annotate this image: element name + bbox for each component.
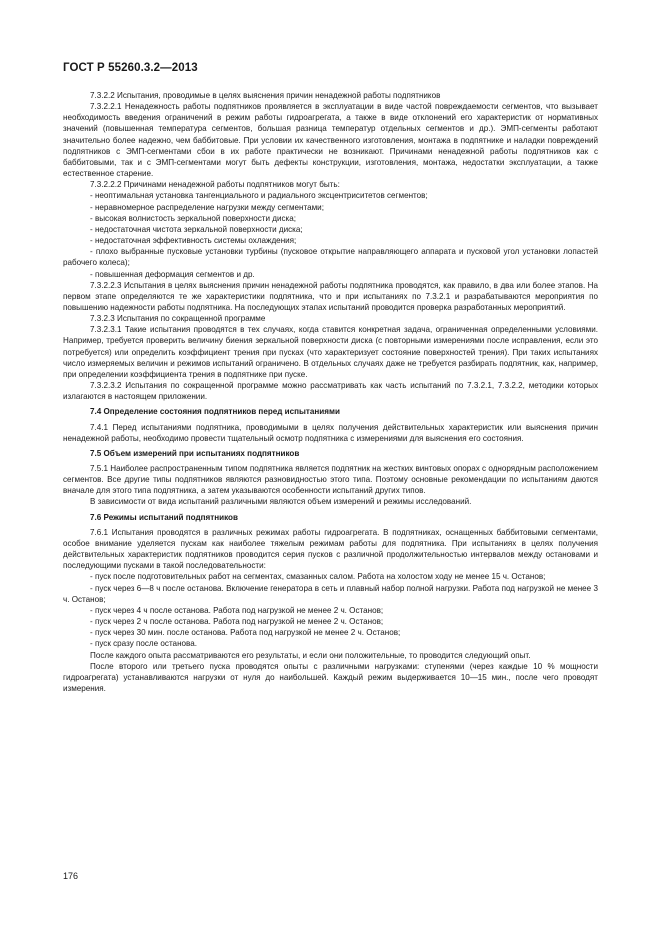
paragraph: 7.3.2.3.2 Испытания по сокращенной программе можно рассматривать как часть испытаний по 7.3.2.1, 7.3.2.2, методики которых излагаются в настоящем приложении. [63,381,598,402]
list-item: - пуск через 2 ч после останова. Работа под нагрузкой не менее 2 ч. Останов; [90,617,384,627]
list-item: - пуск сразу после останова. [90,639,197,649]
page-number: 176 [63,871,79,881]
paragraph: В зависимости от вида испытаний различными являются объем измерений и режимы исследований. [90,497,472,507]
list-item: - недостаточная чистота зеркальной поверхности диска; [90,224,303,234]
list-item: - пуск после подготовительных работ на сегментах, смазанных салом. Работа на холостом ходу не менее 15 ч. Останов; [90,572,546,582]
paragraph: 7.5.1 Наиболее распространенным типом подпятника является подпятник на жестких винтовых опорах с однорядным расположением сегментов. Все другие типы подпятников являются разновидностью этого типа. Поэтому основные рекомендации по испытаниям даются вначале для этого типа подпятника, а затем указываются особенности испытаний других типов. [63,464,598,496]
paragraph: 7.3.2.3.1 Такие испытания проводятся в тех случаях, когда ставится конкретная задача, ограниченная определенными условиями. Например, требуется проверить величину биения зеркальной поверхности диска (с повторными измерениями после исправления, если это потребуется) или определить коэффициент трения при пусках (что характеризует состояние поверхностей трения). При таких испытаниях число измеряемых величин и режимов испытаний ограничено. В отдельных случаях даже не требуется разбирать подпятник, как, например, при определении коэффициента трения в подпятнике при пуске. [63,325,598,379]
list-item: - высокая волнистость зеркальной поверхности диска; [90,213,297,223]
document-body [63,90,598,694]
paragraph: 7.6.1 Испытания проводятся в различных режимах работы гидроагрегата. В подпятниках, оснащенных баббитовыми сегментами, особое внимание уделяется пускам как наиболее тяжелым режимам работы для подпятника. При испытаниях в целях получения действительных характеристик подпятников проводится серия пусков с различной продолжительностью интервалов между остановами и последующими пусками в такой последовательности: [63,527,598,571]
list-item: - повышенная деформация сегментов и др. [90,269,255,279]
section-heading: 7.6 Режимы испытаний подпятников [90,512,238,522]
list-item: - пуск через 30 мин. после останова. Работа под нагрузкой не менее 2 ч. Останов; [90,628,401,638]
list-item: - пуск через 4 ч после останова. Работа под нагрузкой не менее 2 ч. Останов; [90,605,384,615]
section-heading: 7.5 Объем измерений при испытаниях подпятников [90,448,300,458]
paragraph: 7.3.2.2.1 Ненадежность работы подпятников проявляется в эксплуатации в виде частой повреждаемости сегментов, что вызывает необходимость введения ограничений в режим работы гидроагрегата, а также в виде отклонений его характеристик от нормативных значений (повышенная температура сегментов, большая разница температур отдельных сегментов и др.). ЭМП-сегменты работают значительно более надежно, чем баббитовые. При условии их качественного изготовления, монтажа в подпятнике и наладки повреждений подпятников с ЭМП-сегментами сбои в их работе практически не возникают. Причинами ненадежной работы подпятников как с баббитовыми, так и с ЭМП-сегментами могут быть дефекты конструкции, изготовления, монтажа, недостатки эксплуатации, а также естественное старение. [63,102,598,179]
document-header: ГОСТ Р 55260.3.2—2013 [63,62,198,74]
list-item: - неравномерное распределение нагрузки между сегментами; [90,202,324,212]
section-heading: 7.4 Определение состояния подпятников перед испытаниями [90,407,340,417]
list-item: - недостаточная эффективность системы охлаждения; [90,236,297,246]
paragraph: 7.3.2.2.2 Причинами ненадежной работы подпятников могут быть: [90,180,340,190]
list-item: - пуск через 6—8 ч после останова. Включение генератора в сеть и плавный набор полной нагрузки. Работа под нагрузкой не менее 3 ч. Останов; [63,583,598,604]
paragraph: 7.3.2.3 Испытания по сокращенной программе [90,314,266,324]
paragraph: 7.3.2.2 Испытания, проводимые в целях выяснения причин ненадежной работы подпятников [90,91,441,100]
paragraph: 7.3.2.2.3 Испытания в целях выяснения причин ненадежной работы подпятника проводятся, как правило, в два или более этапов. На первом этапе определяются те же характеристики подпятника, что и при испытаниях по 7.3.2.1 и разрабатываются мероприятия по повышению надежности работы подпятника. На последующих этапах испытаний проводится проверка разработанных мероприятий. [63,280,598,312]
list-item: - неоптимальная установка тангенциального и радиального эксцентриситетов сегментов; [90,191,428,201]
paragraph: 7.4.1 Перед испытаниями подпятника, проводимыми в целях получения действительных характеристик или выяснения причин ненадежной работы, необходимо провести тщательный осмотр подпятника с измерениями для выяснения его состояния. [63,422,598,443]
paragraph: После второго или третьего пуска проводятся опыты с различными нагрузками: ступенями (через каждые 10 % мощности гидроагрегата) устанавливаются нагрузки от нуля до наибольшей. Каждый режим выдерживается 10—15 мин., после чего проводят измерения. [63,661,598,693]
list-item: - плохо выбранные пусковые установки турбины (пусковое открытие направляющего аппарата и пусковой угол установки лопастей рабочего колеса); [63,247,598,268]
paragraph: После каждого опыта рассматриваются его результаты, и если они положительные, то проводится следующий опыт. [90,650,531,660]
